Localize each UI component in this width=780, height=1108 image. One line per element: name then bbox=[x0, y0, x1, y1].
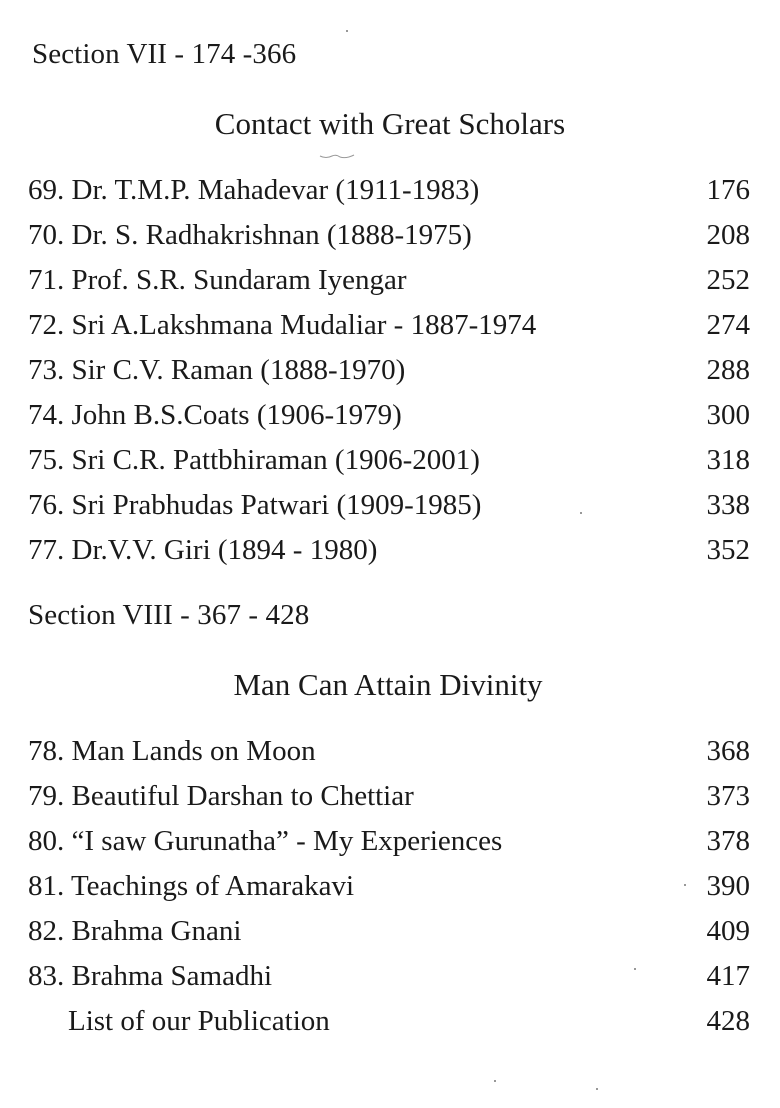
toc-page-number: 417 bbox=[706, 960, 750, 992]
toc-row bbox=[28, 915, 750, 955]
toc-row bbox=[28, 444, 750, 484]
toc-page-number: 409 bbox=[706, 915, 750, 947]
scan-speck bbox=[346, 30, 348, 32]
toc-entry-title: 72. Sri A.Lakshmana Mudaliar - 1887-1974 bbox=[28, 309, 537, 341]
toc-page-number: 176 bbox=[706, 174, 750, 206]
toc-row bbox=[28, 489, 750, 529]
toc-row bbox=[28, 870, 750, 910]
section-title: Contact with Great Scholars bbox=[214, 106, 566, 141]
toc-page-number: 274 bbox=[706, 309, 750, 341]
toc-entry-title: 73. Sir C.V. Raman (1888-1970) bbox=[28, 354, 406, 386]
ornament-flourish-icon bbox=[318, 150, 358, 162]
section-title: Man Can Attain Divinity bbox=[233, 667, 543, 702]
toc-page-number: 428 bbox=[706, 1005, 750, 1037]
toc-entry-title: 75. Sri C.R. Pattbhiraman (1906-2001) bbox=[28, 444, 480, 476]
scan-speck bbox=[634, 968, 636, 970]
toc-row bbox=[28, 780, 750, 820]
toc-row bbox=[28, 264, 750, 304]
toc-row bbox=[28, 174, 750, 214]
toc-entry-title: 81. Teachings of Amarakavi bbox=[28, 870, 355, 902]
toc-page-number: 378 bbox=[706, 825, 750, 857]
section-label: Section VII - 174 -366 bbox=[32, 38, 297, 70]
toc-entry-title: 83. Brahma Samadhi bbox=[28, 960, 273, 992]
scan-speck bbox=[684, 884, 686, 886]
toc-row bbox=[28, 1005, 750, 1045]
toc-page-number: 390 bbox=[706, 870, 750, 902]
toc-page-number: 318 bbox=[706, 444, 750, 476]
toc-entry-title: 70. Dr. S. Radhakrishnan (1888-1975) bbox=[28, 219, 472, 251]
toc-entry-title: 77. Dr.V.V. Giri (1894 - 1980) bbox=[28, 534, 378, 566]
toc-entry-title: List of our Publication bbox=[68, 1005, 330, 1037]
toc-row bbox=[28, 309, 750, 349]
section-label: Section VIII - 367 - 428 bbox=[28, 599, 310, 631]
scan-speck bbox=[596, 1088, 598, 1090]
toc-page-number: 368 bbox=[706, 735, 750, 767]
toc-entry-title: 79. Beautiful Darshan to Chettiar bbox=[28, 780, 414, 812]
toc-row bbox=[28, 825, 750, 865]
toc-page-number: 300 bbox=[706, 399, 750, 431]
toc-page-number: 252 bbox=[706, 264, 750, 296]
toc-entry-title: 69. Dr. T.M.P. Mahadevar (1911-1983) bbox=[28, 174, 480, 206]
toc-entry-title: 74. John B.S.Coats (1906-1979) bbox=[28, 399, 402, 431]
toc-page-number: 352 bbox=[706, 534, 750, 566]
toc-entry-title: 78. Man Lands on Moon bbox=[28, 735, 316, 767]
toc-row bbox=[28, 399, 750, 439]
toc-row bbox=[28, 534, 750, 574]
toc-row bbox=[28, 735, 750, 775]
scan-speck bbox=[494, 1080, 496, 1082]
toc-page-number: 373 bbox=[706, 780, 750, 812]
toc-entry-title: 82. Brahma Gnani bbox=[28, 915, 242, 947]
scan-speck bbox=[580, 512, 582, 514]
toc-entry-title: 80. “I saw Gurunatha” - My Experiences bbox=[28, 825, 503, 857]
toc-page-number: 288 bbox=[706, 354, 750, 386]
toc-row bbox=[28, 354, 750, 394]
toc-page-number: 208 bbox=[706, 219, 750, 251]
toc-entry-title: 71. Prof. S.R. Sundaram Iyengar bbox=[28, 264, 407, 296]
toc-row bbox=[28, 219, 750, 259]
toc-entry-title: 76. Sri Prabhudas Patwari (1909-1985) bbox=[28, 489, 482, 521]
toc-page-number: 338 bbox=[706, 489, 750, 521]
toc-row bbox=[28, 960, 750, 1000]
